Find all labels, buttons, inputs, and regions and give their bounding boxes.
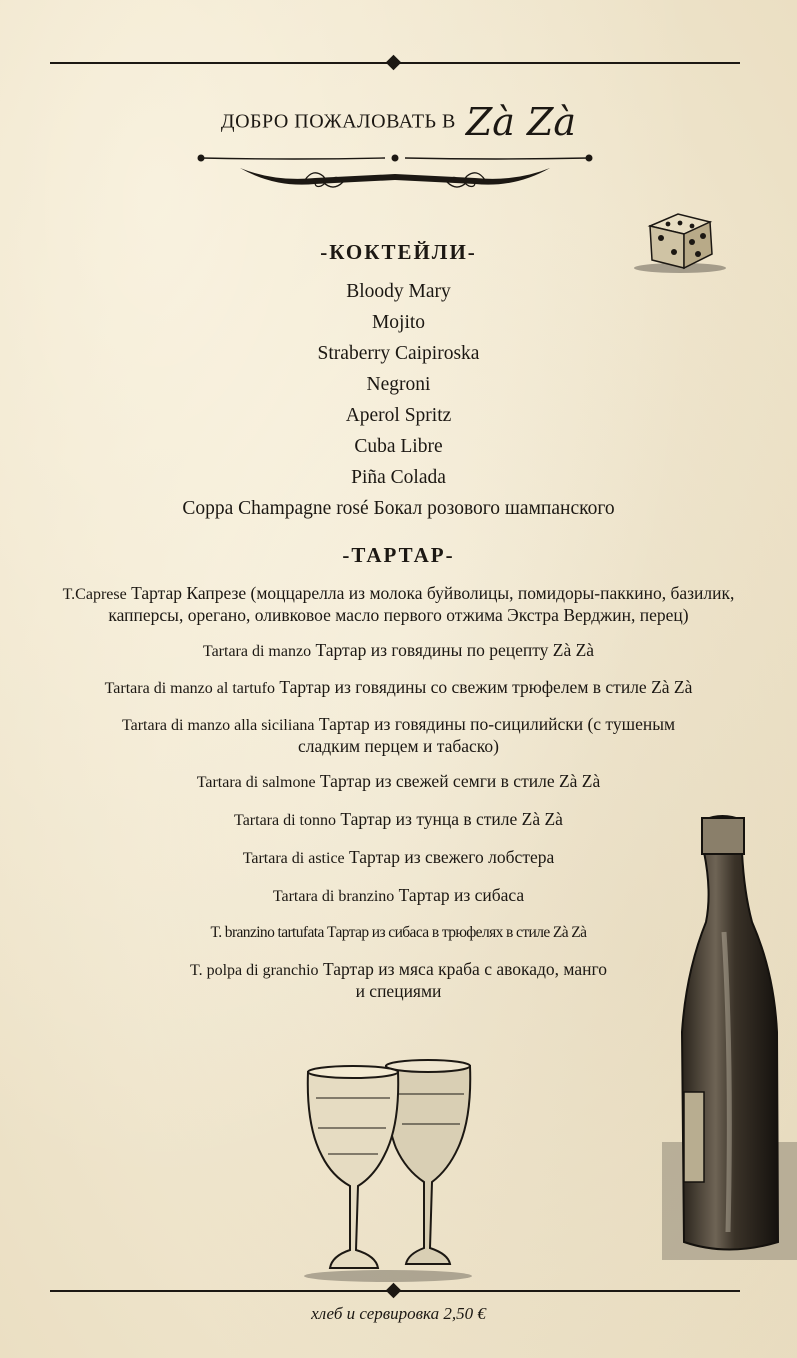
top-rule-diamond (386, 55, 402, 71)
tartar-item-name: Tartara di salmone (196, 774, 316, 791)
tartar-item (40, 847, 757, 869)
tartar-item-desc: Тартар из говядины по-сицилийски (с тушеным сладким перцем и табаско) (298, 714, 676, 756)
tartar-item-desc: Тартар из сибаса в трюфелях в стиле Zà Zà (327, 924, 587, 941)
cocktail-item: Aperol Spritz (345, 405, 452, 426)
tartar-item-desc: Тартар из говядины по рецепту Zà Zà (315, 640, 595, 660)
cocktails-list (0, 276, 797, 524)
bread-service-note: хлеб и сервировка 2,50 € (311, 1304, 486, 1323)
cocktail-item: Straberry Caipiroska (317, 343, 480, 364)
welcome-text: ДОБРО ПОЖАЛОВАТЬ В (220, 110, 456, 133)
tartar-item (40, 583, 757, 625)
bottom-rule-diamond (386, 1283, 402, 1299)
cocktail-item: Mojito (371, 312, 426, 333)
tartar-item (40, 885, 757, 907)
ornament-divider (195, 150, 605, 195)
cocktail-item: Cuba Libre (354, 436, 443, 457)
welcome-header (0, 100, 797, 144)
tartar-item-name: T. polpa di granchio (190, 962, 319, 979)
tartar-item-desc: Тартар из сибаса (398, 885, 525, 905)
tartar-item (40, 959, 757, 1001)
cocktail-item: Coppa Champagne rosé Бокал розового шампанского (182, 498, 615, 519)
tartar-item-name: Tartara di manzo alla siciliana (121, 717, 315, 734)
tartar-item-name: Tartara di branzino (272, 888, 395, 905)
tartar-item (40, 714, 757, 756)
tartar-item-desc: Тартар из свежего лобстера (349, 847, 555, 867)
tartar-item (40, 771, 757, 793)
tartar-item-desc: Тартар из свежей семги в стиле Zà Zà (319, 771, 601, 791)
tartar-item-desc: Тартар из мяса краба с авокадо, манго и специями (322, 959, 607, 1001)
tartar-item-name: Tartara di astice (242, 850, 345, 867)
tartar-item-name: Tartara di tonno (234, 812, 336, 829)
tartar-item-desc: Тартар Капрезе (моццарелла из молока буйволицы, помидоры-паккино, базилик, капперсы, орегано, оливковое масло первого отжима Экстра Верджин, перец) (108, 583, 735, 625)
cocktails-title: -КОКТЕЙЛИ- (320, 240, 477, 264)
tartar-item (40, 923, 757, 943)
tartar-title: -ТАРТАР- (342, 543, 455, 567)
tartar-item (40, 809, 757, 831)
tartar-item-name: Tartara di manzo (202, 643, 312, 660)
tartar-item-name: Tartara di manzo al tartufo (104, 680, 275, 697)
cocktail-item: Bloody Mary (346, 281, 451, 302)
tartar-item (40, 677, 757, 699)
zaza-logo: Zà Zà (465, 100, 577, 144)
cocktail-item: Negroni (366, 374, 431, 395)
cocktail-item: Piña Colada (351, 467, 446, 488)
tartar-item-desc: Тартар из тунца в стиле Zà Zà (340, 809, 563, 829)
tartar-item-name: T.Caprese (62, 586, 127, 603)
tartar-item-desc: Тартар из говядины со свежим трюфелем в стиле Zà Zà (279, 677, 693, 697)
tartar-item (40, 640, 757, 662)
tartar-item-name: T. branzino tartufata (210, 924, 324, 941)
bottle-illustration (662, 812, 797, 1260)
tartar-list (40, 583, 757, 1016)
glasses-illustration (298, 1058, 478, 1284)
